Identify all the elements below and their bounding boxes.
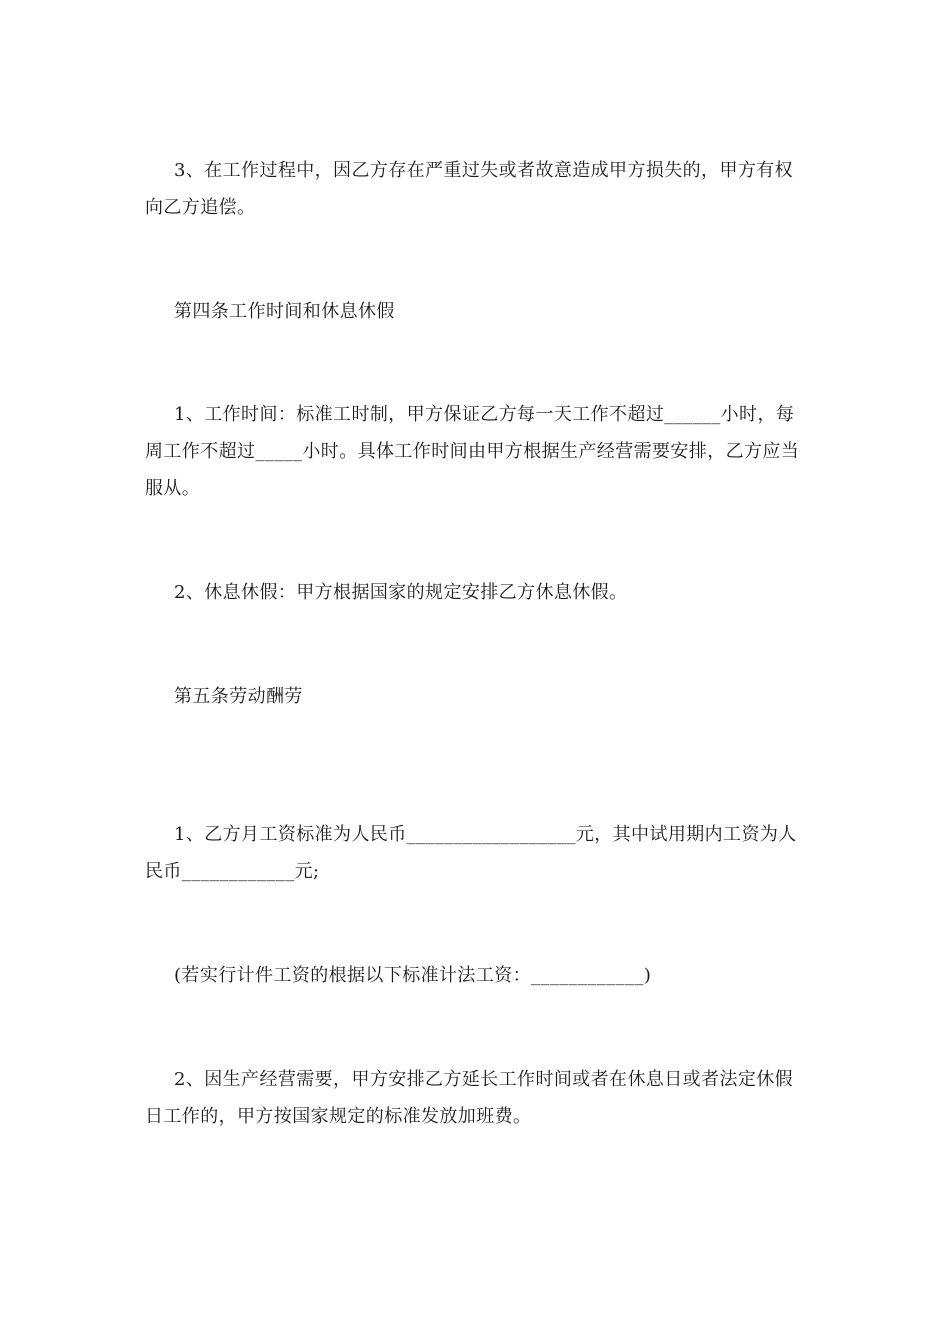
clause-3-liability-paragraph: 3、在工作过程中，因乙方存在严重过失或者故意造成甲方损失的，甲方有权向乙方追偿。 [145,160,794,218]
article-4-heading: 第四条工作时间和休息休假 [174,301,395,322]
piecework-wage-paragraph: (若实行计件工资的根据以下标准计法工资：____________) [174,965,652,986]
work-hours-paragraph: 1、工作时间：标准工时制，甲方保证乙方每一天工作不超过______小时，每周工作不超过_____小时。具体工作时间由甲方根据生产经营需要安排，乙方应当服从。 [145,404,800,499]
article-5-heading: 第五条劳动酬劳 [174,686,303,707]
rest-leave-paragraph: 2、休息休假：甲方根据国家的规定安排乙方休息休假。 [174,582,628,603]
monthly-wage-paragraph: 1、乙方月工资标准为人民币__________________元，其中试用期内工资为人民币____________元; [145,824,797,882]
overtime-pay-paragraph: 2、因生产经营需要，甲方安排乙方延长工作时间或者在休息日或者法定休假日工作的，甲方按国家规定的标准发放加班费。 [145,1069,794,1127]
